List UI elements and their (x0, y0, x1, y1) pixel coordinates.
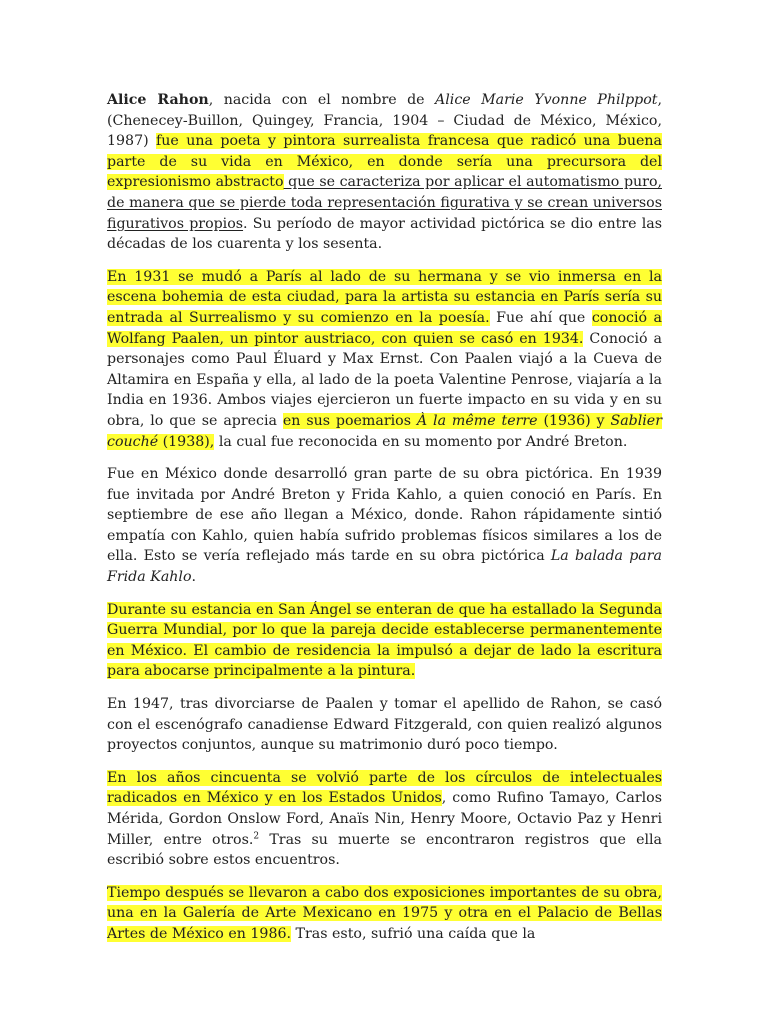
highlighted-text: En 1931 se mudó a París al lado de su hermana y se vio inmersa en la escena bohemia de esta ciudad, para la artista su estancia en París sería su entrada al Surrealismo y su comienzo en la poesía. (107, 268, 662, 326)
highlighted-text: (1936) y (537, 412, 611, 429)
highlighted-text: Tiempo después se llevaron a cabo dos exposiciones importantes de su obra, una en la Galería de Arte Mexicano en 1975 y otra en el Palacio de Bellas Artes de México en 1986. (107, 884, 662, 942)
highlighted-text: fue una poeta y pintora surrealista francesa que radicó una buena parte de su vida en México, en donde sería una precursora del expresionismo abstracto (107, 133, 662, 191)
footnote-ref: 2 (253, 830, 260, 841)
paragraph-mexico (107, 464, 662, 588)
text-run: Fue en México donde desarrolló gran parte de su obra pictórica. En 1939 fue invitada por André Breton y Frida Kahlo, a quien conoció en París. En septiembre de ese año llegan a México, donde. Rahon rápidamente sintió empatía con Kahlo, quien había sufrido problemas físicos similares a los de ella. Esto se vería reflejado más tarde en su obra pictórica (107, 466, 662, 565)
italic-title: Alice Marie Yvonne Philppot (435, 92, 658, 108)
text-run: Fue ahí que (489, 309, 592, 326)
text-run: la cual fue reconocida en su momento por André Breton. (214, 433, 628, 450)
paragraph-intro (107, 90, 662, 255)
text-run: . (191, 569, 197, 586)
paragraph-circulos (107, 768, 662, 871)
italic-title: La balada para Frida Kahlo (107, 548, 662, 586)
highlighted-text: Durante su estancia en San Ángel se enteran de que ha estallado la Segunda Guerra Mundial, por lo que la pareja decide establecerse permanentemente en México. El cambio de residencia la impulsó a dejar de lado la escritura para abocarse principalmente a la pintura. (107, 601, 662, 680)
text-run: Tras esto, sufrió una caída que la (291, 925, 536, 942)
document-page (107, 90, 662, 957)
paragraph-exposiciones (107, 883, 662, 945)
text-run: . Su período de mayor actividad pictórica se dio entre las décadas de los cuarenta y los sesenta. (107, 215, 662, 253)
highlighted-text: Sablier couché (107, 412, 662, 450)
text-run: Tras su muerte se encontraron registros que ella escribió sobre estos encuentros. (107, 831, 663, 869)
paragraph-fitzgerald (107, 694, 662, 756)
text-run: En 1947, tras divorciarse de Paalen y tomar el apellido de Rahon, se casó con el escenógrafo canadiense Edward Fitzgerald, con quien realizó algunos proyectos conjuntos, aunque su matrimonio duró poco tiempo. (107, 696, 662, 754)
text-run: , (Chenecey-Buillon, Quingey, Francia, 1904 – Ciudad de México, México, 1987) (107, 92, 662, 150)
bold-name: Alice Rahon (107, 92, 209, 108)
text-run: Conoció a personajes como Paul Éluard y Max Ernst. Con Paalen viajó a la Cueva de Altamira en España y ella, al lado de la poeta Valentine Penrose, viajaría a la India en 1936. Ambos viajes ejercieron un fuerte impacto en su vida y en su obra, lo que se aprecia (107, 330, 662, 429)
text-run: , como Rufino Tamayo, Carlos Mérida, Gordon Onslow Ford, Anaïs Nin, Henry Moore, Octavio Paz y Henri Miller, entre otros. (107, 790, 662, 848)
highlighted-text: (1938), (158, 433, 215, 450)
paragraph-paris (107, 267, 662, 452)
highlighted-text: en sus poemarios (282, 412, 417, 429)
text-run: , nacida con el nombre de (208, 92, 435, 108)
highlighted-text: En los años cincuenta se volvió parte de los círculos de intelectuales radicados en México y en los Estados Unidos (107, 769, 662, 807)
underlined-text: que se caracteriza por aplicar el automatismo puro, de manera que se pierde toda representación figurativa y se crean universos figurativos propios (107, 174, 662, 232)
highlighted-text: À la même terre (416, 412, 538, 429)
paragraph-san-angel (107, 600, 662, 682)
highlighted-text: conoció a Wolfang Paalen, un pintor austriaco, con quien se casó en 1934. (107, 309, 662, 347)
